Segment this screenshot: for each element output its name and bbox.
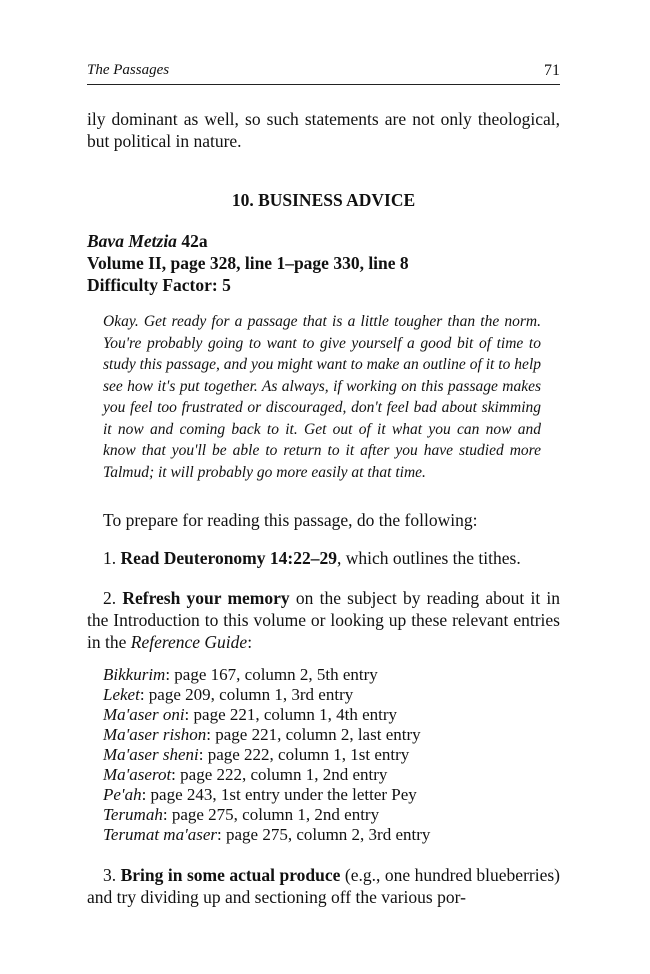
step-3-bold: Bring in some actual produce xyxy=(120,865,341,885)
step-3 xyxy=(87,864,560,908)
advice-note: Okay. Get ready for a passage that is a little tougher than the norm. You're probably going to want to give yourself a good bit of time to study this passage, and you might want to make an outline of it to help see how it's put together. As always, if working on this passage makes you feel too frustrated or discouraged, don't feel bad about skimming it now and coming back to it. Get out of it what you can now and know that you'll be able to return to it after you have studied more Talmud; it will probably go more easily at that time. xyxy=(103,313,541,481)
reference-term: Ma'aserot xyxy=(103,765,172,784)
reference-term: Terumah xyxy=(103,805,163,824)
step-1-bold: Read Deuteronomy 14:22–29 xyxy=(120,548,337,568)
step-1-number: 1. xyxy=(103,548,121,568)
difficulty-line: Difficulty Factor: 5 xyxy=(87,275,231,295)
reference-location: : page 222, column 1, 2nd entry xyxy=(171,765,388,784)
reference-entry xyxy=(103,825,430,845)
reference-location: : page 222, column 1, 1st entry xyxy=(198,745,410,764)
reference-location: : page 275, column 2, 3rd entry xyxy=(217,825,431,844)
reference-guide-title: Reference Guide xyxy=(130,632,248,652)
page-header xyxy=(87,62,560,85)
folio: 42a xyxy=(176,231,208,251)
step-2-text: on the subject by reading about it in the Introduction to this volume or looking up these relevant entries in the xyxy=(87,588,561,652)
reference-location: : page 167, column 2, 5th entry xyxy=(165,665,378,684)
prepare-paragraph: To prepare for reading this passage, do the following: xyxy=(103,510,478,530)
continuation-paragraph: ily dominant as well, so such statements are not only theological, but political in nature. xyxy=(87,109,560,151)
step-2-number: 2. xyxy=(103,588,123,608)
tractate-line xyxy=(87,230,409,252)
passage-metadata xyxy=(87,230,409,296)
reference-term: Leket xyxy=(103,685,140,704)
step-1 xyxy=(87,547,560,569)
tractate-name: Bava Metzia xyxy=(87,231,177,251)
reference-term: Bikkurim xyxy=(103,665,166,684)
reference-entry xyxy=(103,745,430,765)
step-3-text: (e.g., one hundred blueberries) and try dividing up and sectioning off the various por- xyxy=(87,865,560,907)
step-1-text: , which outlines the tithes. xyxy=(336,548,521,568)
reference-location: : page 221, column 1, 4th entry xyxy=(184,705,398,724)
reference-entry xyxy=(103,665,430,685)
reference-location: : page 209, column 1, 3rd entry xyxy=(139,685,354,704)
section-heading: 10. BUSINESS ADVICE xyxy=(231,190,416,210)
reference-location: : page 221, column 2, last entry xyxy=(206,725,421,744)
step-2-bold: Refresh your memory xyxy=(122,588,290,608)
reference-entry xyxy=(103,765,430,785)
reference-location: : page 275, column 1, 2nd entry xyxy=(162,805,380,824)
step-2 xyxy=(87,587,560,653)
reference-entry xyxy=(103,725,430,745)
reference-term: Pe'ah xyxy=(103,785,142,804)
reference-entry xyxy=(103,785,430,805)
reference-entry xyxy=(103,805,430,825)
step-3-number: 3. xyxy=(103,865,121,885)
reference-term: Ma'aser rishon xyxy=(103,725,207,744)
page-number: 71 xyxy=(544,62,560,79)
step-2-end: : xyxy=(247,632,253,652)
reference-term: Terumat ma'aser xyxy=(103,825,217,844)
reference-entry xyxy=(103,685,430,705)
volume-line: Volume II, page 328, line 1–page 330, line 8 xyxy=(87,253,409,273)
reference-location: : page 243, 1st entry under the letter Pey xyxy=(141,785,417,804)
reference-term: Ma'aser sheni xyxy=(103,745,199,764)
reference-term: Ma'aser oni xyxy=(103,705,185,724)
running-head: The Passages xyxy=(87,62,170,78)
reference-entry xyxy=(103,705,430,725)
reference-list xyxy=(103,665,430,845)
